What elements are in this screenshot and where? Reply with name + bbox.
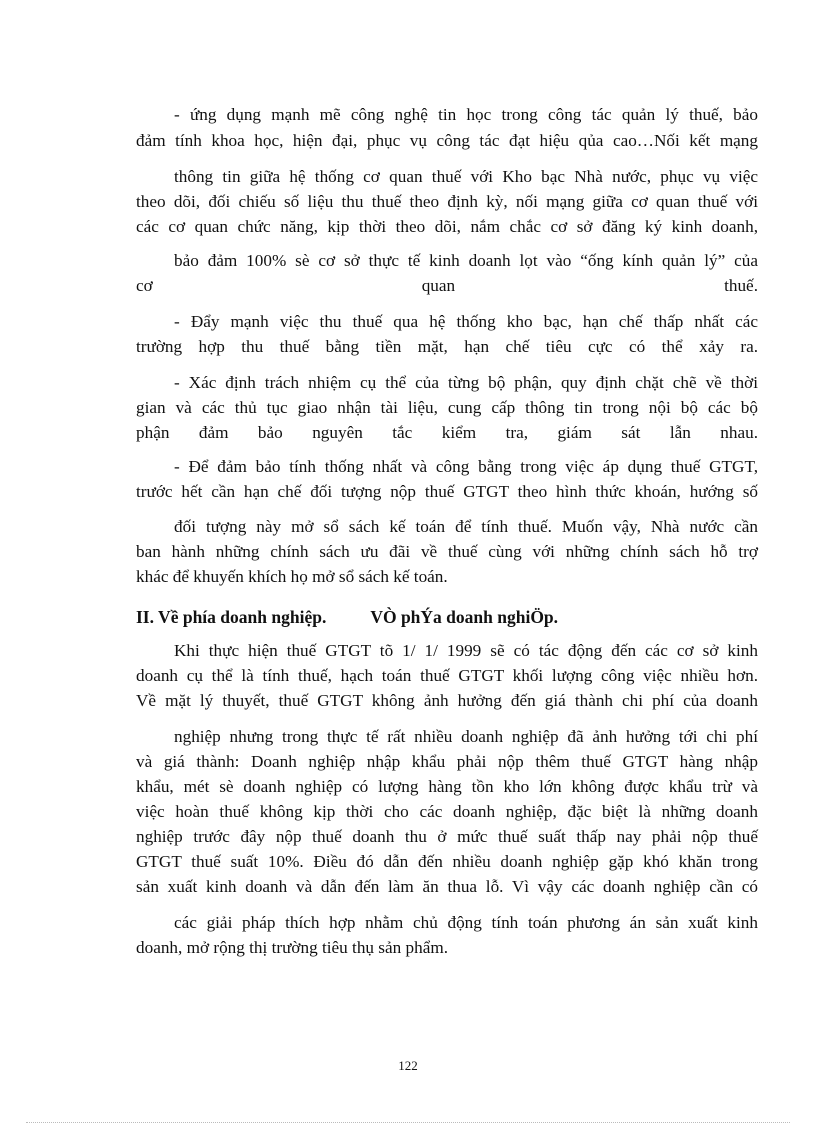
text-line: ban hành những chính sách ưu đãi về thuế cùng với những chính sách hỗ trợ (136, 542, 758, 561)
text-line: phận đảm bảo nguyên tắc kiểm tra, giám sát lẫn nhau. (136, 423, 758, 442)
text-line: trước hết cần hạn chế đối tượng nộp thuế GTGT theo hình thức khoán, hướng số (136, 482, 758, 501)
text-line: cơ quan thuế. (136, 276, 758, 295)
text-line: nghiệp trước đây nộp thuế doanh thu ở mức thuế suất thấp nay phải nộp thuế (136, 827, 758, 846)
text-line: theo dõi, đối chiếu số liệu thu thuế theo định kỳ, nối mạng giữa cơ quan thuế với (136, 192, 758, 211)
text-line: doanh cụ thể là tính thuế, hạch toán thuế GTGT khối lượng công việc nhiều hơn. (136, 666, 758, 685)
text-line: khẩu, mét sè doanh nghiệp có lượng hàng tồn kho lớn không được khẩu trừ và (136, 777, 758, 796)
text-line: - ứng dụng mạnh mẽ công nghệ tin học trong công tác quản lý thuế, bảo (174, 105, 758, 124)
text-line: Khi thực hiện thuế GTGT tõ 1/ 1/ 1999 sẽ có tác động đến các cơ sở kinh (174, 641, 758, 660)
text-line: đảm tính khoa học, hiện đại, phục vụ công tác đạt hiệu qủa cao…Nối kết mạng (136, 131, 758, 150)
text-line: thông tin giữa hệ thống cơ quan thuế với Kho bạc Nhà nước, phục vụ việc (174, 167, 758, 186)
section-heading (136, 606, 558, 628)
text-line: doanh, mở rộng thị trường tiêu thụ sản phẩm. (136, 938, 449, 957)
heading-text: II. Về phía doanh nghiệp. (136, 607, 327, 627)
text-line: GTGT thuế suất 10%. Điều đó dẫn đến nhiều doanh nghiệp gặp khó khăn trong (136, 852, 758, 871)
text-line: bảo đảm 100% sè cơ sở thực tế kinh doanh lọt vào “ống kính quản lý” của (174, 251, 758, 270)
heading-duplicate-text: VÒ phÝa doanh nghiÖp. (370, 607, 559, 627)
text-line: - Để đảm bảo tính thống nhất và công bằng trong việc áp dụng thuế GTGT, (174, 457, 758, 476)
text-line: Về mặt lý thuyết, thuế GTGT không ảnh hưởng đến giá thành chi phí của doanh (136, 691, 758, 710)
text-line: trường hợp thu thuế bằng tiền mặt, hạn chế tiêu cực có thể xảy ra. (136, 337, 758, 356)
text-line: việc hoàn thuế không kịp thời cho các doanh nghiệp, đặc biệt là những doanh (136, 802, 758, 821)
text-line: khác để khuyến khích họ mở sổ sách kế toán. (136, 567, 448, 586)
text-line: - Đẩy mạnh việc thu thuế qua hệ thống kho bạc, hạn chế thấp nhất các (174, 312, 758, 331)
text-line: các cơ quan chức năng, kịp thời theo dõi, nắm chắc cơ sở đăng ký kinh doanh, (136, 217, 758, 236)
text-line: gian và các thủ tục giao nhận tài liệu, cung cấp thông tin trong nội bộ các bộ (136, 398, 758, 417)
text-line: nghiệp nhưng trong thực tế rất nhiều doanh nghiệp đã ảnh hưởng tới chi phí (174, 727, 758, 746)
text-line: đối tượng này mở sổ sách kế toán để tính thuế. Muốn vậy, Nhà nước cần (174, 517, 758, 536)
page-number: 122 (398, 1058, 418, 1073)
text-line: sản xuất kinh doanh và dẫn đến làm ăn thua lỗ. Vì vậy các doanh nghiệp cần có (136, 877, 758, 896)
text-line: các giải pháp thích hợp nhằm chủ động tính toán phương án sản xuất kinh (174, 913, 758, 932)
text-line: - Xác định trách nhiệm cụ thể của từng bộ phận, quy định chặt chẽ về thời (174, 373, 758, 392)
text-line: và giá thành: Doanh nghiệp nhập khẩu phải nộp thêm thuế GTGT hàng nhập (136, 752, 758, 771)
